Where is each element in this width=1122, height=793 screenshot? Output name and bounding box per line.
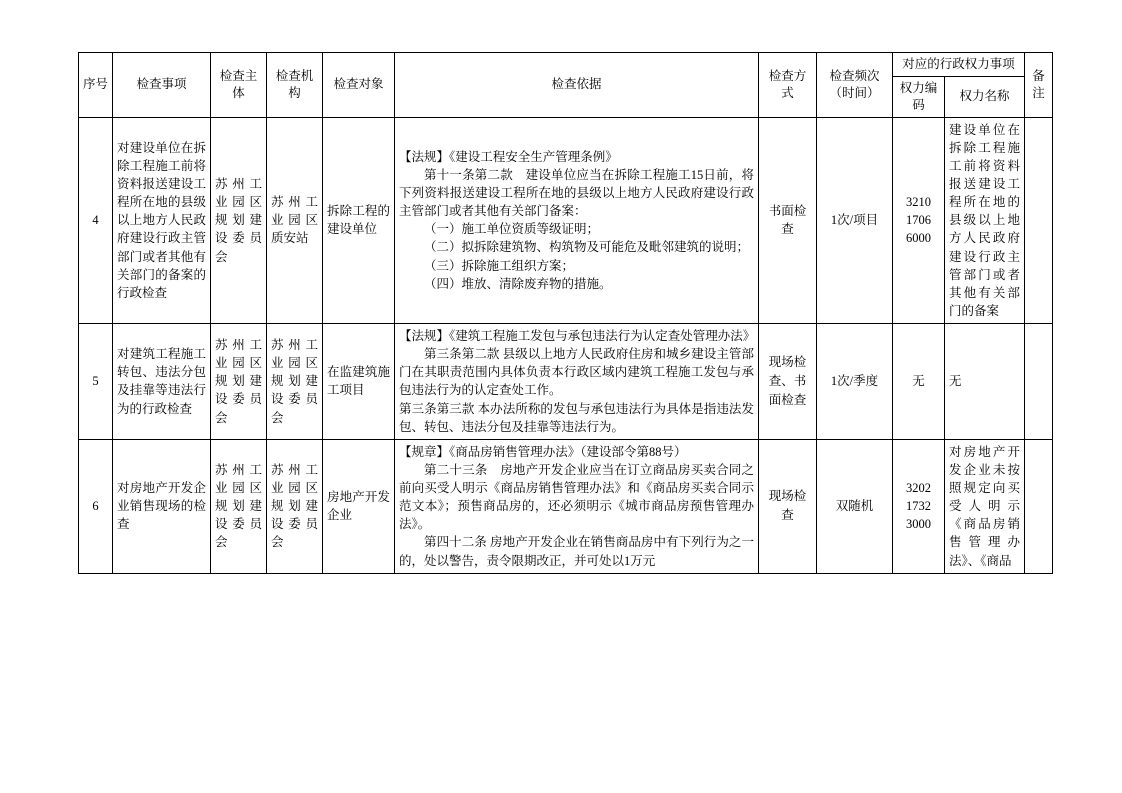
- header-power-code: 权力编码: [893, 76, 945, 117]
- header-item: 检查事项: [113, 53, 211, 118]
- cell-method: 现场检查: [759, 439, 817, 573]
- cell-power-code: [893, 117, 945, 323]
- power-code-line: 3210: [906, 195, 931, 210]
- basis-line: （三）拆除施工组织方案；: [424, 258, 575, 273]
- table-row: [79, 324, 1053, 440]
- table-row: [79, 117, 1053, 323]
- basis-line: （一）施工单位资质等级证明；: [424, 222, 600, 237]
- cell-org: 苏州工业园区质安站: [267, 117, 323, 323]
- power-code-line: 1732: [906, 499, 931, 514]
- table-header: [79, 53, 1053, 118]
- cell-item: 对建筑工程施工转包、违法分包及挂靠等违法行为的行政检查: [113, 324, 211, 440]
- table-header-row: [79, 53, 1053, 77]
- cell-item: 对建设单位在拆除工程施工前将资料报送建设工程所在地的县级以上地方人民政府建设行政主管部门或者其他有关部门的备案的行政检查: [113, 117, 211, 323]
- cell-object: 拆除工程的建设单位: [323, 117, 395, 323]
- cell-org: 苏州工业园区规划建设委员会: [267, 439, 323, 573]
- table-body: [79, 117, 1053, 573]
- basis-line: 【规章】《商品房销售管理办法》（建设部令第88号）: [399, 444, 687, 459]
- cell-remark: [1025, 117, 1053, 323]
- power-code-line: 无: [912, 374, 925, 389]
- power-code-line: 3202: [906, 481, 931, 495]
- cell-power-code: [893, 324, 945, 440]
- header-power-name: 权力名称: [945, 76, 1025, 117]
- cell-basis: [395, 439, 759, 573]
- cell-object: 在监建筑施工项目: [323, 324, 395, 440]
- cell-power-name: 无: [945, 324, 1025, 440]
- cell-object: 房地产开发企业: [323, 439, 395, 573]
- cell-remark: [1025, 324, 1053, 440]
- header-frequency: 检查频次（时间）: [817, 53, 893, 118]
- power-code-line: 6000: [906, 231, 931, 246]
- basis-line: 第三条第三款 本办法所称的发包与承包违法行为具体是指违法发包、转包、违法分包及挂靠等违法行为。: [399, 401, 754, 434]
- basis-line: 第十一条第二款 建设单位应当在拆除工程施工15日前，将下列资料报送建设工程所在地的县级以上地方人民政府建设行政主管部门或者其他有关部门备案：: [399, 167, 754, 219]
- cell-remark: [1025, 439, 1053, 573]
- cell-seq: 4: [79, 117, 113, 323]
- basis-line: 【法规】《建筑工程施工发包与承包违法行为认定查处管理办法》: [399, 329, 756, 343]
- header-method: 检查方式: [759, 53, 817, 118]
- cell-power-name: 建设单位在拆除工程施工前将资料报送建设工程所在地的县级以上地方人民政府建设行政主管部门或者其他有关部门的备案: [945, 117, 1025, 323]
- cell-power-code: [893, 439, 945, 573]
- cell-seq: 5: [79, 324, 113, 440]
- cell-basis: [395, 117, 759, 323]
- header-remark: 备注: [1025, 53, 1053, 118]
- header-power-group: 对应的行政权力事项: [893, 53, 1025, 77]
- cell-power-name: 对房地产开发企业未按照规定向买受人明示《商品房销售管理办法》、《商品: [945, 439, 1025, 573]
- header-subject: 检查主体: [211, 53, 267, 118]
- header-object: 检查对象: [323, 53, 395, 118]
- cell-item: 对房地产开发企业销售现场的检查: [113, 439, 211, 573]
- cell-frequency: 1次/季度: [817, 324, 893, 440]
- cell-org: 苏州工业园区规划建设委员会: [267, 324, 323, 440]
- cell-subject: 苏州工业园区规划建设委员会: [211, 117, 267, 323]
- basis-line: 第二十三条 房地产开发企业应当在订立商品房买卖合同之前向买受人明示《商品房销售管理办法》和《商品房买卖合同示范文本》；预售商品房的，还必须明示《城市商品房预售管理办法》。: [399, 462, 754, 532]
- cell-subject: 苏州工业园区规划建设委员会: [211, 324, 267, 440]
- cell-frequency: 1次/项目: [817, 117, 893, 323]
- basis-line: 第三条第二款 县级以上地方人民政府住房和城乡建设主管部门在其职责范围内具体负责本行政区域内建筑工程施工发包与承包违法行为的认定查处工作。: [399, 347, 754, 398]
- basis-line: （二）拟拆除建筑物、构筑物及可能危及毗邻建筑的说明；: [424, 240, 750, 255]
- header-basis: 检查依据: [395, 53, 759, 118]
- header-seq: 序号: [79, 53, 113, 118]
- basis-line: 第四十二条 房地产开发企业在销售商品房中有下列行为之一的，处以警告，责令限期改正，并可处以1万元: [399, 535, 754, 568]
- power-code-line: 3000: [906, 517, 931, 532]
- table-row: [79, 439, 1053, 573]
- basis-line: 【法规】《建设工程安全生产管理条例》: [399, 149, 618, 164]
- basis-line: （四）堆放、清除废弃物的措施。: [424, 276, 612, 291]
- cell-basis: [395, 324, 759, 440]
- cell-method: 现场检查、书面检查: [759, 324, 817, 440]
- cell-seq: 6: [79, 439, 113, 573]
- inspection-matters-table: [78, 52, 1053, 574]
- cell-subject: 苏州工业园区规划建设委员会: [211, 439, 267, 573]
- cell-method: 书面检查: [759, 117, 817, 323]
- cell-frequency: 双随机: [817, 439, 893, 573]
- header-org: 检查机构: [267, 53, 323, 118]
- power-code-line: 1706: [906, 213, 931, 228]
